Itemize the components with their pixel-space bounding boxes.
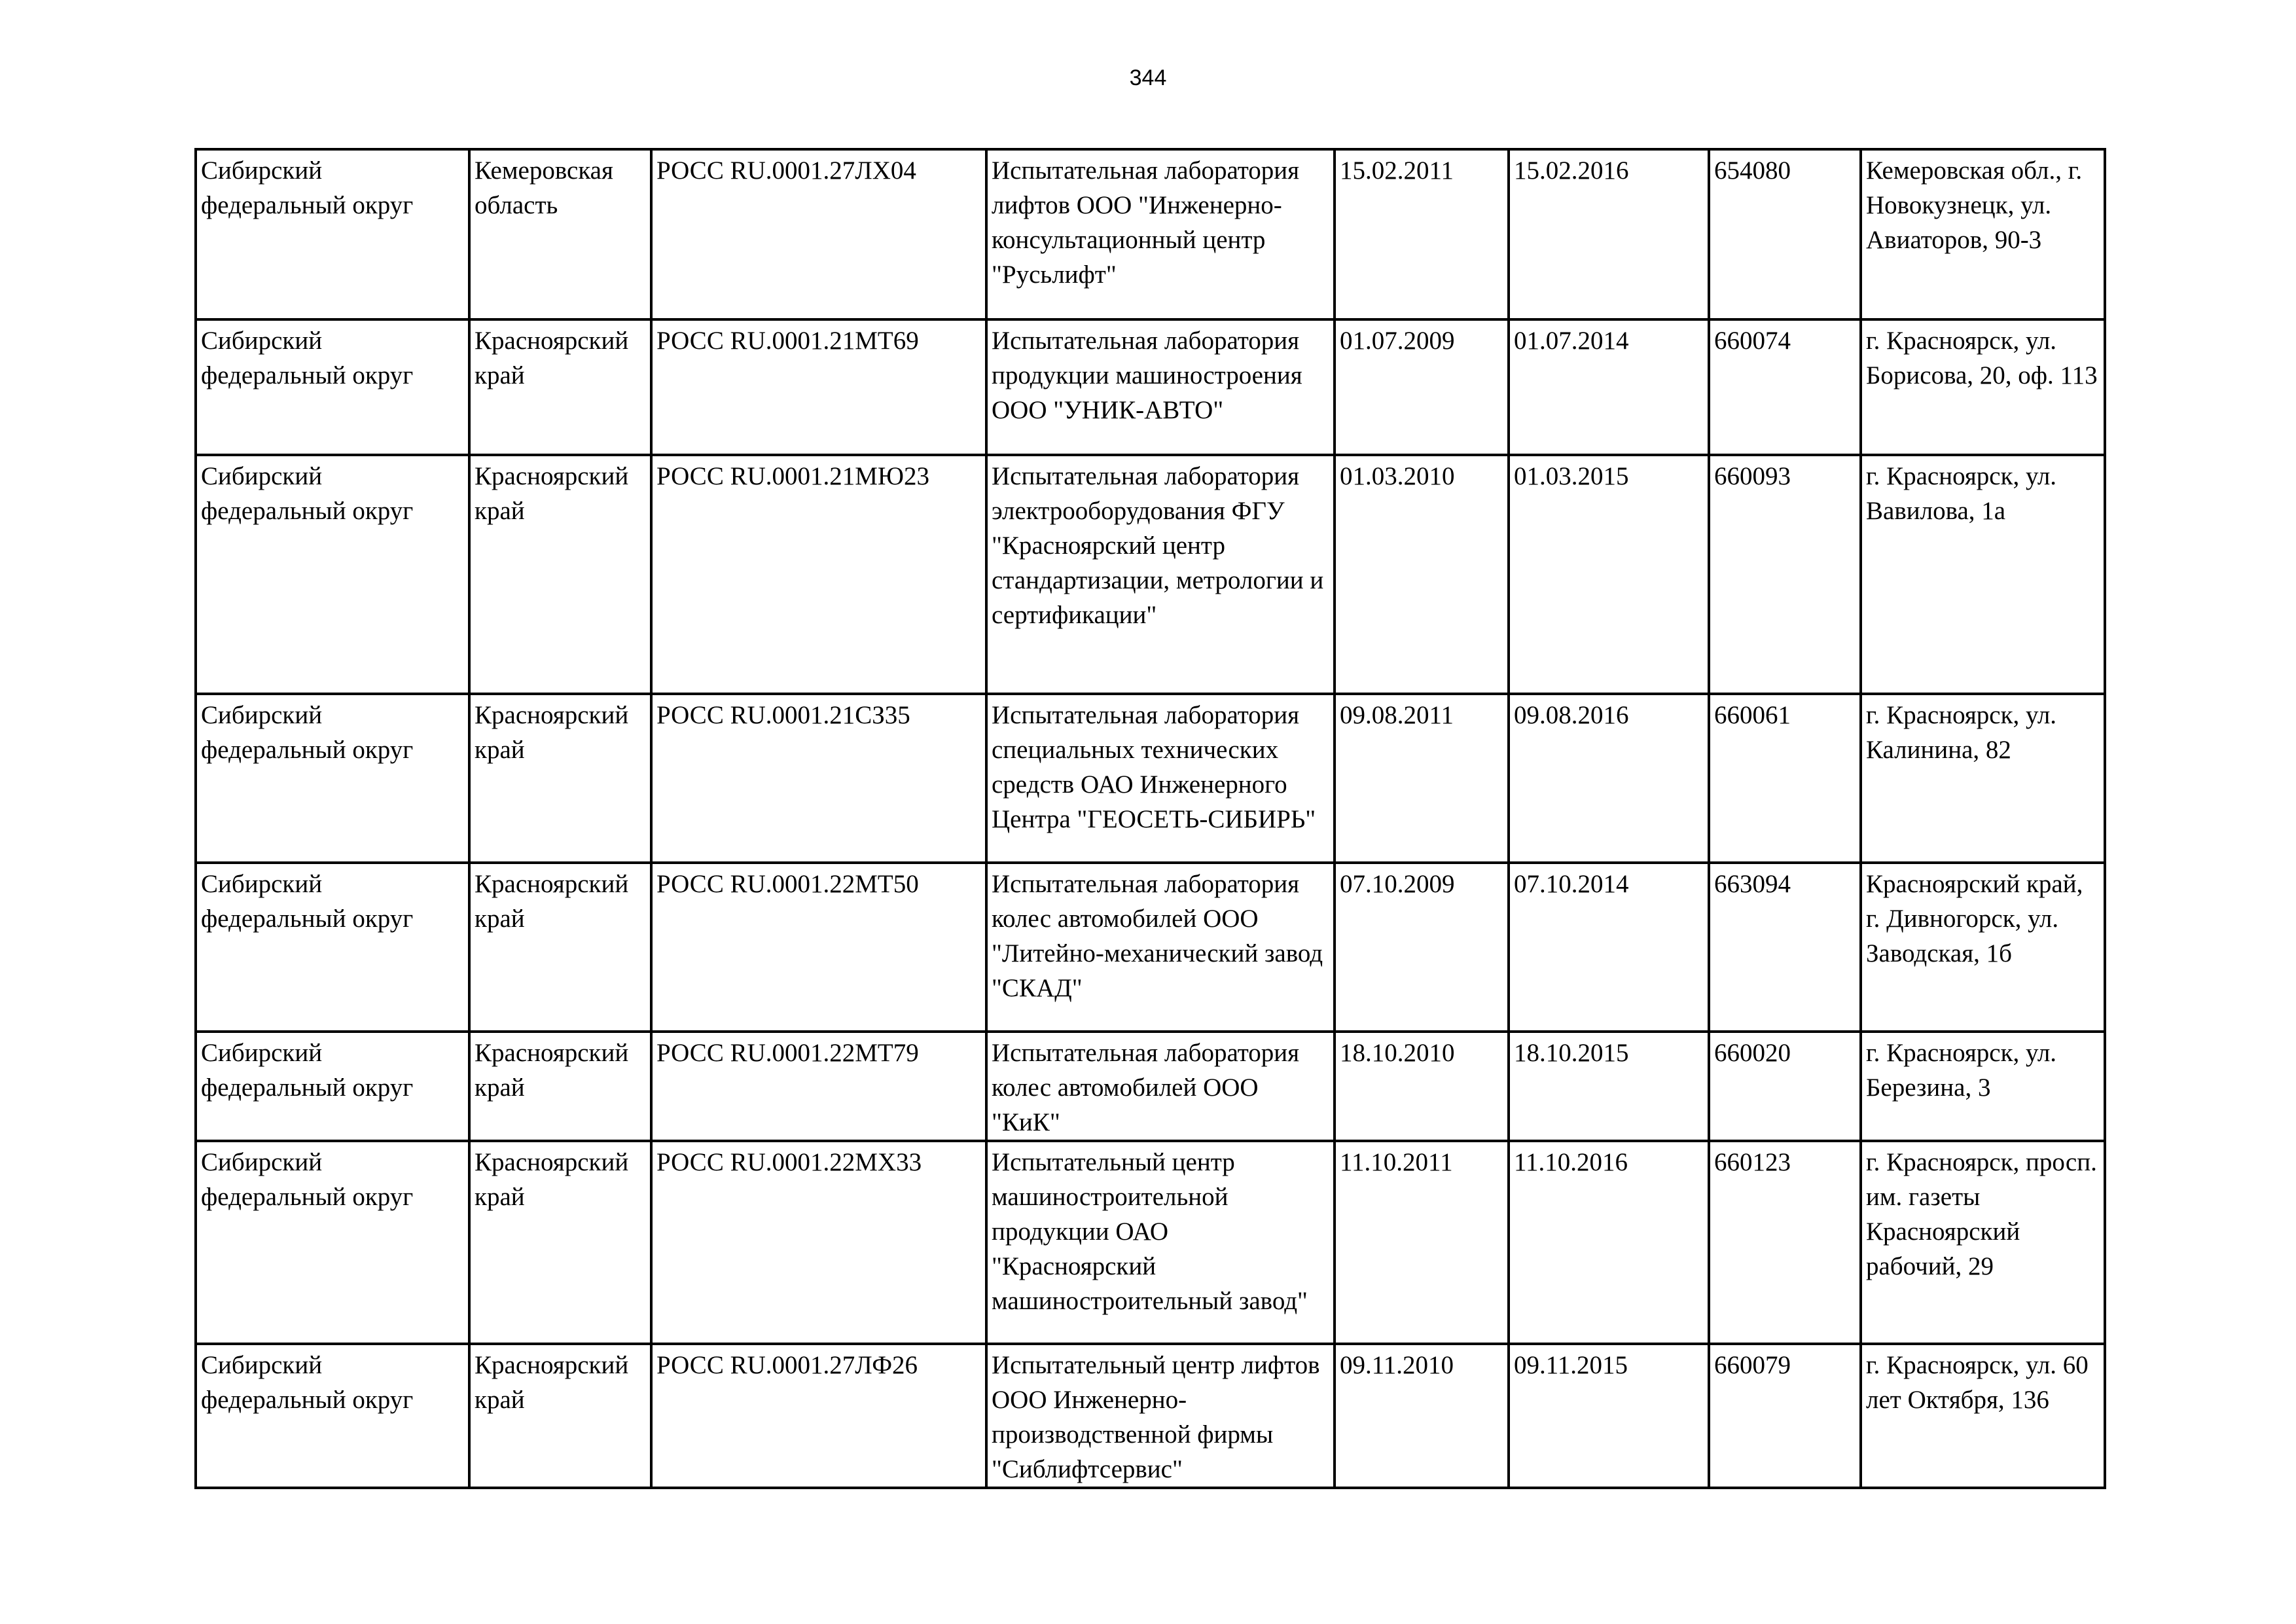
cell-organization: Испытательная лаборатория лифтов ООО "Инженерно-консультационный центр "Русьлифт"	[986, 149, 1335, 319]
cell-date-from: 18.10.2010	[1335, 1032, 1509, 1141]
cell-postal-code: 654080	[1709, 149, 1861, 319]
cell-postal-code: 660074	[1709, 319, 1861, 455]
cell-address: г. Красноярск, просп. им. газеты Красноярский рабочий, 29	[1861, 1141, 2105, 1344]
cell-region: Кемеровская область	[469, 149, 651, 319]
cell-date-from: 07.10.2009	[1335, 863, 1509, 1032]
table-row	[196, 863, 2105, 1032]
cell-organization: Испытательная лаборатория электрооборудования ФГУ "Красноярский центр стандартизации, метрологии и сертификации"	[986, 455, 1335, 694]
cell-address: Красноярский край, г. Дивногорск, ул. Заводская, 1б	[1861, 863, 2105, 1032]
registry-table	[194, 148, 2106, 1489]
cell-reg-number: РОСС RU.0001.21МТ69	[651, 319, 986, 455]
cell-district: Сибирский федеральный округ	[196, 1032, 469, 1141]
table-row	[196, 319, 2105, 455]
cell-region: Красноярский край	[469, 1344, 651, 1488]
cell-reg-number: РОСС RU.0001.21СЗ35	[651, 694, 986, 863]
cell-region: Красноярский край	[469, 863, 651, 1032]
table-row	[196, 1032, 2105, 1141]
cell-district: Сибирский федеральный округ	[196, 149, 469, 319]
cell-region: Красноярский край	[469, 1141, 651, 1344]
cell-region: Красноярский край	[469, 694, 651, 863]
cell-district: Сибирский федеральный округ	[196, 694, 469, 863]
cell-reg-number: РОСС RU.0001.22МХ33	[651, 1141, 986, 1344]
cell-date-from: 15.02.2011	[1335, 149, 1509, 319]
cell-organization: Испытательная лаборатория колес автомобилей ООО "Литейно-механический завод "СКАД"	[986, 863, 1335, 1032]
cell-address: г. Красноярск, ул. Калинина, 82	[1861, 694, 2105, 863]
cell-postal-code: 660079	[1709, 1344, 1861, 1488]
cell-district: Сибирский федеральный округ	[196, 455, 469, 694]
cell-address: Кемеровская обл., г. Новокузнецк, ул. Авиаторов, 90-3	[1861, 149, 2105, 319]
cell-organization: Испытательная лаборатория специальных технических средств ОАО Инженерного Центра "ГЕОСЕТЬ-СИБИРЬ"	[986, 694, 1335, 863]
table-row	[196, 149, 2105, 319]
cell-postal-code: 663094	[1709, 863, 1861, 1032]
cell-address: г. Красноярск, ул. Березина, 3	[1861, 1032, 2105, 1141]
page-number: 344	[1129, 65, 1167, 90]
cell-organization: Испытательная лаборатория колес автомобилей ООО "КиК"	[986, 1032, 1335, 1141]
cell-organization: Испытательный центр лифтов ООО Инженерно-производственной фирмы "Сиблифтсервис"	[986, 1344, 1335, 1488]
cell-organization: Испытательная лаборатория продукции машиностроения ООО "УНИК-АВТО"	[986, 319, 1335, 455]
cell-address: г. Красноярск, ул. Вавилова, 1а	[1861, 455, 2105, 694]
cell-reg-number: РОСС RU.0001.27ЛХ04	[651, 149, 986, 319]
table-row	[196, 1344, 2105, 1488]
cell-reg-number: РОСС RU.0001.22МТ50	[651, 863, 986, 1032]
table-row	[196, 694, 2105, 863]
cell-date-to: 07.10.2014	[1509, 863, 1709, 1032]
cell-reg-number: РОСС RU.0001.27ЛФ26	[651, 1344, 986, 1488]
cell-region: Красноярский край	[469, 319, 651, 455]
cell-district: Сибирский федеральный округ	[196, 319, 469, 455]
cell-organization: Испытательный центр машиностроительной продукции ОАО "Красноярский машиностроительный завод"	[986, 1141, 1335, 1344]
cell-date-from: 09.11.2010	[1335, 1344, 1509, 1488]
cell-district: Сибирский федеральный округ	[196, 863, 469, 1032]
cell-address: г. Красноярск, ул. 60 лет Октября, 136	[1861, 1344, 2105, 1488]
cell-postal-code: 660020	[1709, 1032, 1861, 1141]
cell-address: г. Красноярск, ул. Борисова, 20, оф. 113	[1861, 319, 2105, 455]
cell-date-to: 01.03.2015	[1509, 455, 1709, 694]
cell-date-to: 11.10.2016	[1509, 1141, 1709, 1344]
cell-district: Сибирский федеральный округ	[196, 1141, 469, 1344]
cell-reg-number: РОСС RU.0001.21МЮ23	[651, 455, 986, 694]
cell-postal-code: 660093	[1709, 455, 1861, 694]
cell-reg-number: РОСС RU.0001.22МТ79	[651, 1032, 986, 1141]
cell-date-to: 09.11.2015	[1509, 1344, 1709, 1488]
cell-date-to: 18.10.2015	[1509, 1032, 1709, 1141]
cell-date-from: 09.08.2011	[1335, 694, 1509, 863]
cell-date-to: 09.08.2016	[1509, 694, 1709, 863]
cell-date-from: 11.10.2011	[1335, 1141, 1509, 1344]
cell-postal-code: 660061	[1709, 694, 1861, 863]
cell-date-to: 15.02.2016	[1509, 149, 1709, 319]
table-row	[196, 455, 2105, 694]
cell-region: Красноярский край	[469, 455, 651, 694]
cell-region: Красноярский край	[469, 1032, 651, 1141]
cell-date-to: 01.07.2014	[1509, 319, 1709, 455]
cell-date-from: 01.03.2010	[1335, 455, 1509, 694]
cell-district: Сибирский федеральный округ	[196, 1344, 469, 1488]
table-row	[196, 1141, 2105, 1344]
cell-date-from: 01.07.2009	[1335, 319, 1509, 455]
cell-postal-code: 660123	[1709, 1141, 1861, 1344]
